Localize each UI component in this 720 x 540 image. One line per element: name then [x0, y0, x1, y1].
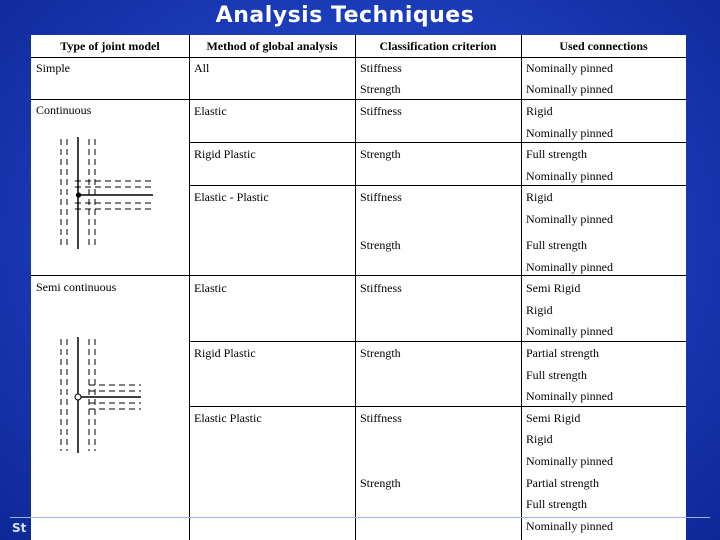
connection-cell: Nominally pinned — [526, 519, 613, 533]
criterion-cell: Stiffness — [360, 281, 402, 295]
connection-cell: Semi Rigid — [526, 281, 581, 295]
criterion-cell: Stiffness — [360, 190, 402, 204]
row-divider — [31, 99, 686, 100]
method-elastic: Elastic — [194, 104, 227, 118]
header-connections: Used connections — [559, 39, 648, 53]
row-divider — [189, 341, 686, 342]
connection-cell: Nominally pinned — [526, 212, 613, 226]
connection-cell: Full strength — [526, 147, 588, 161]
criterion-cell: Strength — [360, 476, 401, 490]
criterion-cell: Stiffness — [360, 104, 402, 118]
rigid-joint-diagram-icon — [53, 137, 158, 249]
criterion-cell: Strength — [360, 147, 401, 161]
criterion-cell: Strength — [360, 346, 401, 360]
connection-cell: Rigid — [526, 104, 553, 118]
connection-cell: Nominally pinned — [526, 126, 613, 140]
row-divider — [189, 185, 686, 186]
connection-cell: Rigid — [526, 432, 553, 446]
connection-cell: Nominally pinned — [526, 454, 613, 468]
connection-cell: Rigid — [526, 190, 553, 204]
connection-cell: Rigid — [526, 303, 553, 317]
connection-cell: Nominally pinned — [526, 82, 613, 96]
row-divider — [31, 275, 686, 276]
connection-cell: Partial strength — [526, 346, 599, 360]
row-divider — [189, 406, 686, 407]
header-rule — [31, 57, 686, 58]
header-joint-model: Type of joint model — [60, 39, 160, 53]
joint-model-semi-continuous: Semi continuous — [36, 280, 117, 294]
connection-cell: Nominally pinned — [526, 324, 613, 338]
connection-cell: Full strength — [526, 497, 588, 511]
connection-cell: Full strength — [526, 368, 588, 382]
slide-title: Analysis Techniques — [215, 3, 475, 28]
footer-text: St — [12, 521, 27, 535]
connection-cell: Nominally pinned — [526, 389, 613, 403]
connection-cell: Full strength — [526, 238, 588, 252]
method-elastic-plastic: Elastic - Plastic — [194, 190, 269, 204]
joint-model-simple: Simple — [36, 61, 71, 75]
header-method: Method of global analysis — [206, 39, 338, 53]
criterion-cell: Stiffness — [360, 411, 402, 425]
method-rigid-plastic: Rigid Plastic — [194, 147, 256, 161]
method-elastic: Elastic — [194, 281, 227, 295]
joint-model-continuous: Continuous — [36, 103, 92, 117]
connection-cell: Partial strength — [526, 476, 599, 490]
method-elastic-plastic: Elastic Plastic — [194, 411, 262, 425]
criterion-cell: Stiffness — [360, 61, 402, 75]
column-divider — [189, 35, 190, 540]
criterion-cell: Strength — [360, 82, 401, 96]
criterion-cell: Strength — [360, 238, 401, 252]
connection-cell: Nominally pinned — [526, 260, 613, 274]
semi-rigid-joint-diagram-icon — [45, 337, 145, 453]
method-rigid-plastic: Rigid Plastic — [194, 346, 256, 360]
column-divider — [355, 35, 356, 540]
connection-cell: Nominally pinned — [526, 61, 613, 75]
column-divider — [521, 35, 522, 540]
connection-cell: Semi Rigid — [526, 411, 581, 425]
row-divider — [189, 142, 686, 143]
method-all: All — [194, 61, 210, 75]
analysis-table — [31, 35, 686, 540]
header-criterion: Classification criterion — [379, 39, 497, 53]
footer-rule — [10, 517, 710, 518]
connection-cell: Nominally pinned — [526, 169, 613, 183]
